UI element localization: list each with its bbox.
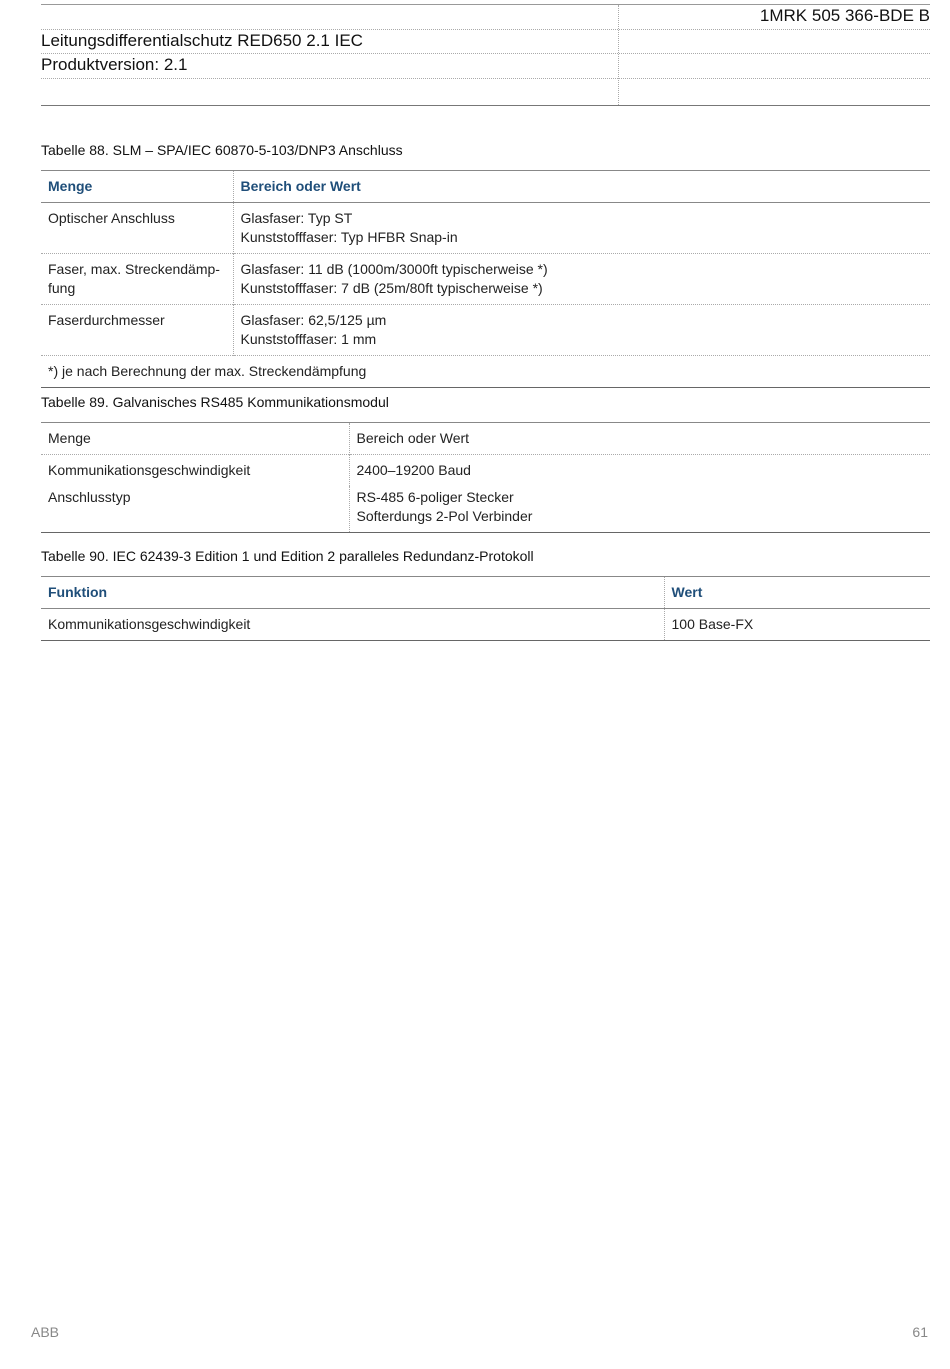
table-90-header-value: Wert [664,577,930,609]
cell-text: Faserdurchmesser [48,312,165,328]
header-bottom-rule [41,105,930,106]
cell-text: Glasfaser: 11 dB (1000m/3000ft typischerweise *) [240,261,548,277]
footer-brand: ABB [31,1324,60,1340]
cell-text: Optischer Anschluss [48,210,175,226]
table-footnote-row [41,356,930,388]
page-header [41,4,930,107]
table-cell-value [233,203,930,254]
page-number: 61 [912,1324,928,1340]
cell-text: Kunststofffaser: Typ HFBR Snap-in [240,229,458,245]
table-88-header-value: Bereich oder Wert [233,171,930,203]
table-88-caption: Tabelle 88. SLM – SPA/IEC 60870-5-103/DNP3 Anschluss [41,142,403,158]
table-89-caption: Tabelle 89. Galvanisches RS485 Kommunikationsmodul [41,394,389,410]
header-dotted-rule [41,78,930,79]
table-row [41,305,930,356]
table-row [41,203,930,254]
table-cell-value [349,486,930,533]
cell-text: Glasfaser: 62,5/125 µm [240,312,387,328]
table-90 [41,576,930,641]
table-cell-value [664,609,930,641]
table-89 [41,422,930,533]
cell-text: Glasfaser: Typ ST [240,210,353,226]
table-88-header-quantity: Menge [48,178,93,194]
table-row [41,254,930,305]
cell-text: 2400–19200 Baud [356,462,471,478]
table-90-caption: Tabelle 90. IEC 62439-3 Edition 1 und Edition 2 paralleles Redundanz-Protokoll [41,548,534,564]
table-88 [41,170,930,388]
table-89-header-value: Bereich oder Wert [349,423,930,455]
cell-text: Kunststofffaser: 7 dB (25m/80ft typischerweise *) [240,280,543,296]
product-version: Produktversion: 2.1 [41,55,188,74]
cell-text: 100 Base-FX [671,616,754,632]
table-cell-quantity [41,305,233,356]
table-cell-function [41,609,664,641]
table-row [41,609,930,641]
table-cell-quantity [41,254,233,305]
cell-text: Kommunikationsgeschwindigkeit [48,462,251,478]
cell-text: Softerdungs 2-Pol Verbinder [356,508,533,524]
table-90-header-function: Funktion [48,584,108,600]
header-top-rule [41,4,930,5]
table-cell-quantity [41,455,349,487]
table-row [41,486,930,533]
table-cell-value [233,254,930,305]
cell-text: Kommunikationsgeschwindigkeit [48,616,251,632]
cell-text: fung [48,280,76,296]
document-number: 1MRK 505 366-BDE B [759,6,930,25]
document-title: Leitungsdifferentialschutz RED650 2.1 IEC [41,31,363,50]
table-88-footnote: *) je nach Berechnung der max. Streckendämpfung [41,356,930,388]
cell-text: Anschlusstyp [48,489,131,505]
table-cell-quantity [41,203,233,254]
table-cell-value [233,305,930,356]
cell-text: RS-485 6-poliger Stecker [356,489,514,505]
table-cell-value [349,455,930,487]
header-dotted-rule [41,29,930,30]
table-cell-quantity [41,486,349,533]
cell-text: Faser, max. Streckendämp- [48,261,220,277]
table-row [41,455,930,487]
cell-text: Kunststofffaser: 1 mm [240,331,377,347]
header-column-separator [618,5,619,105]
header-dotted-rule [41,53,930,54]
table-89-header-quantity: Menge [48,430,91,446]
